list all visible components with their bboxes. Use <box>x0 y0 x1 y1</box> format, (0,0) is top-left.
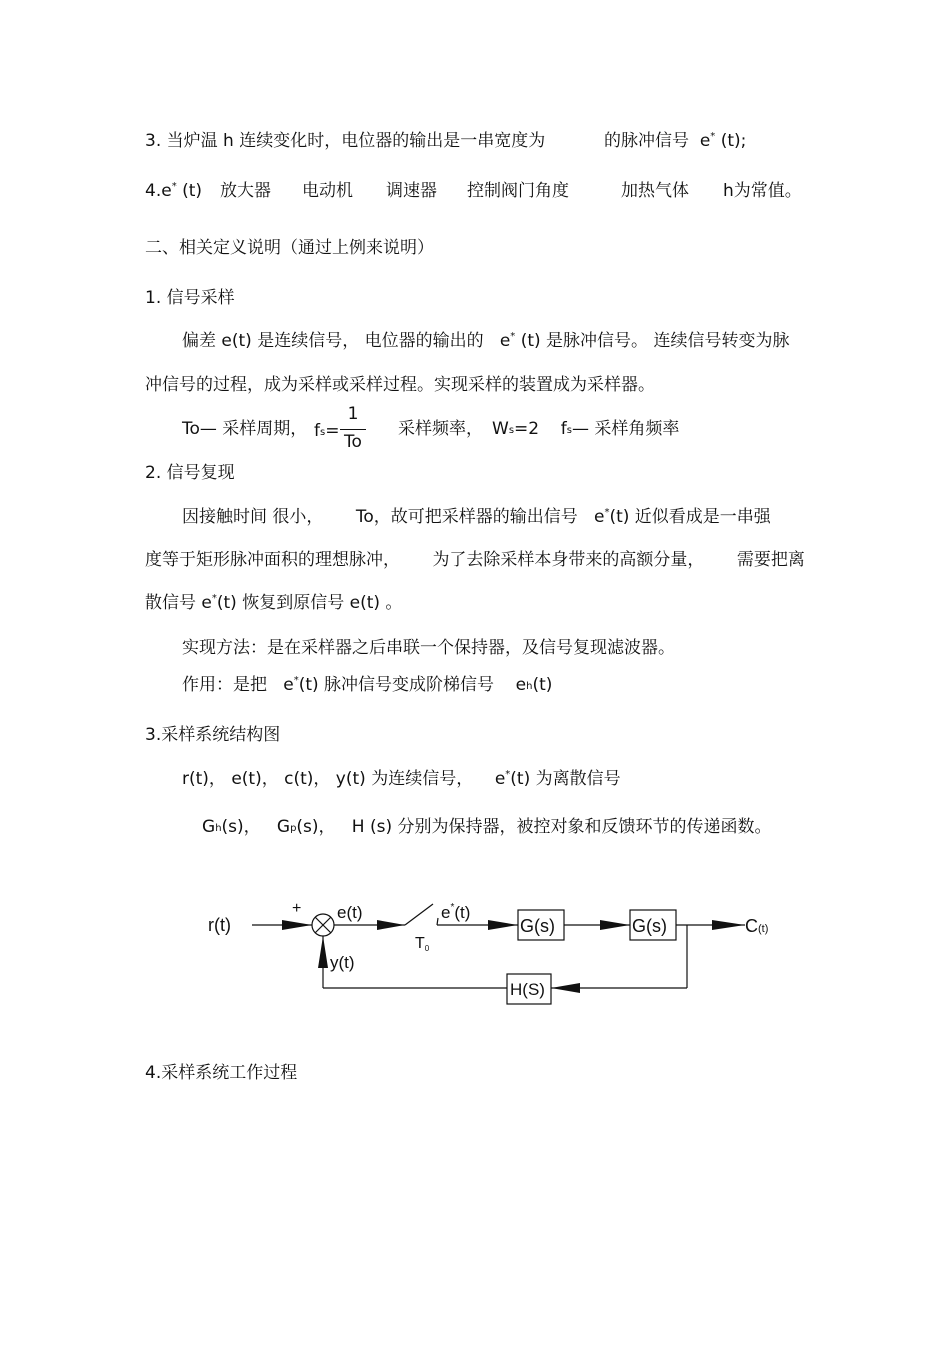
formula-period: To— 采样周期， <box>182 419 308 439</box>
paragraph-line: 散信号 e*(t) 恢复到原信号 e(t) 。 <box>145 593 403 613</box>
label-estar: e*(t) <box>441 902 471 922</box>
formula-freq-label: 采样频率， <box>398 419 483 439</box>
line-2-item: 电动机 <box>302 181 353 201</box>
block-g2-label: G(s) <box>632 916 667 936</box>
line-2-item: 放大器 <box>220 181 271 201</box>
label-c: C(t) <box>745 916 769 936</box>
label-e: e(t) <box>337 903 363 922</box>
block-h-label: H(S) <box>510 980 545 999</box>
section-heading: 二、相关定义说明（通过上例来说明） <box>145 238 434 258</box>
paragraph-line: 作用：是把 e*(t) 脉冲信号变成阶梯信号 $e_h(t)$ <box>182 675 553 695</box>
subsection-heading: 3.采样系统结构图 <box>145 725 281 745</box>
subsection-heading: 4.采样系统工作过程 <box>145 1063 298 1083</box>
formula-ws: $W_s=2$ $f_s—$ 采样角频率 <box>492 419 680 439</box>
paragraph-line: r(t)， e(t)， c(t)， y(t) 为连续信号， e*(t) 为离散信号 <box>182 769 621 789</box>
line-1-tail: 的脉冲信号 e* (t); <box>604 131 747 151</box>
paragraph-line: 实现方法：是在采样器之后串联一个保持器，及信号复现滤波器。 <box>182 638 675 658</box>
block-g1-label: G(s) <box>520 916 555 936</box>
paragraph-line: 因接触时间 很小， To，故可把采样器的输出信号 e*(t) 近似看成是一串强 <box>182 507 771 527</box>
fraction-numerator: 1 <box>347 404 359 424</box>
paragraph-line: 冲信号的过程，成为采样或采样过程。实现采样的装置成为采样器。 <box>145 375 655 395</box>
label-r: r(t) <box>208 915 231 935</box>
line-1-text: 3. 当炉温 h 连续变化时，电位器的输出是一串宽度为 <box>145 131 546 151</box>
fraction-denominator: To <box>344 432 362 452</box>
paragraph-line: 度等于矩形脉冲面积的理想脉冲， 为了去除采样本身带来的高额分量， 需要把离 <box>145 550 805 570</box>
formula-fs: $f_s=$ <box>314 421 340 441</box>
line-2-item: 控制阀门角度 <box>467 181 569 201</box>
subsection-heading: 2. 信号复现 <box>145 463 235 483</box>
line-2: 4.e* (t) <box>145 181 203 201</box>
line-2-item: 调速器 <box>386 181 437 201</box>
label-y: y(t) <box>330 953 355 972</box>
paragraph-line: $G_h(s)$， $G_p(s)$， H (s) 分别为保持器，被控对象和反馈环节的传递函数。 <box>202 817 772 837</box>
line-2-item: h为常值。 <box>723 181 802 201</box>
subsection-heading: 1. 信号采样 <box>145 288 235 308</box>
label-T0: T0 <box>415 935 430 953</box>
label-plus: + <box>292 900 302 917</box>
line-2-item: 加热气体 <box>621 181 689 201</box>
paragraph-line: 偏差 e(t) 是连续信号， 电位器的输出的 e* (t) 是脉冲信号。 连续信号转变为脉 <box>182 331 790 351</box>
